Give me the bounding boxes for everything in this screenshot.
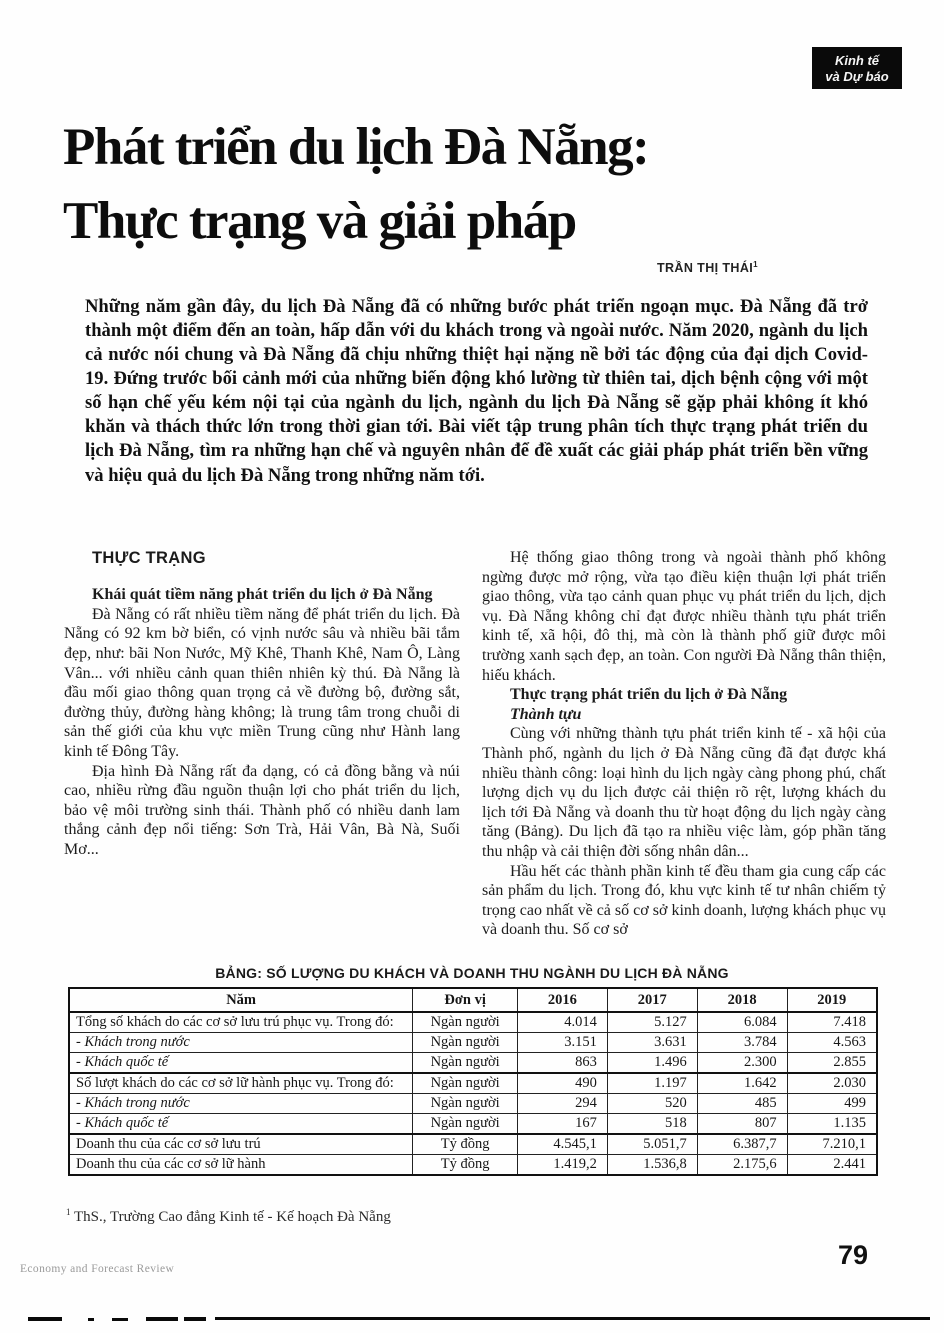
row-value-2017: 518 (607, 1114, 697, 1135)
scan-artifact-dash (112, 1318, 128, 1321)
subheading-thuc-trang-phat-trien: Thực trạng phát triển du lịch ở Đà Nẵng (510, 686, 788, 704)
row-label: Doanh thu của các cơ sở lưu trú (69, 1134, 413, 1155)
row-value-2018: 807 (697, 1114, 787, 1135)
row-unit: Ngàn người (413, 1033, 518, 1053)
row-value-2019: 2.855 (787, 1053, 877, 1074)
author-footnote (66, 1207, 391, 1226)
row-value-2018: 6.387,7 (697, 1134, 787, 1155)
table-row (69, 1012, 877, 1033)
row-value-2017: 1.536,8 (607, 1155, 697, 1176)
col-header-2016: 2016 (517, 988, 607, 1012)
table-row (69, 1033, 877, 1053)
row-value-2019: 2.030 (787, 1073, 877, 1094)
row-unit: Tỷ đồng (413, 1134, 518, 1155)
row-value-2019: 4.563 (787, 1033, 877, 1053)
col-header-nam: Năm (69, 988, 413, 1012)
row-value-2018: 6.084 (697, 1012, 787, 1033)
row-unit: Ngàn người (413, 1094, 518, 1114)
col-header-2019: 2019 (787, 988, 877, 1012)
row-value-2019: 7.210,1 (787, 1134, 877, 1155)
row-value-2017: 520 (607, 1094, 697, 1114)
article-title (63, 110, 893, 258)
scan-artifact-dash (28, 1317, 62, 1321)
row-value-2018: 485 (697, 1094, 787, 1114)
row-unit: Ngàn người (413, 1053, 518, 1074)
right-paragraph-1: Hệ thống giao thông trong và ngoài thành phố không ngừng được mở rộng, vừa tạo điều kiện thuận lợi phát triển giao thông, vừa tạo cảnh quan phục vụ phát triển du lịch, dịch vụ. Đà Nẵng không chỉ đạt được nhiều thành tựu phát triển kinh tế, xã hội, đô thị, mà còn là thành phố giữ được môi trường xanh sạch đẹp, an toàn. Con người Đà Nẵng thân thiện, hiếu khách. (482, 549, 886, 684)
statistics-table (68, 987, 878, 1176)
row-value-2016: 1.419,2 (517, 1155, 607, 1176)
author-name: TRẦN THỊ THÁI (656, 261, 754, 276)
row-value-2016: 490 (517, 1073, 607, 1094)
subheading-khai-quat: Khái quát tiềm năng phát triển du lịch ở Đà Nẵng (92, 586, 433, 604)
col-header-2017: 2017 (607, 988, 697, 1012)
scan-artifact-dash (88, 1318, 94, 1321)
row-label: - Khách trong nước (69, 1033, 413, 1053)
row-value-2018: 1.642 (697, 1073, 787, 1094)
page-number: 79 (838, 1240, 869, 1270)
row-label: Doanh thu của các cơ sở lữ hành (69, 1155, 413, 1176)
right-paragraph-2: Cùng với những thành tựu phát triển kinh tế - xã hội của Thành phố, ngành du lịch ở Đà Nẵng cũng đã đạt được khá nhiều thành công: loại hình du lịch ngày càng phong phú, chất lượng dịch vụ du lịch được cải thiện rõ rệt, lượng khách du lịch tới Đà Nẵng và doanh thu từ hoạt động du lịch ngày càng tăng (Bảng). Du lịch đã tạo ra nhiều việc làm, góp phần tăng thu nhập và cải thiện đời sống nhân dân... (482, 725, 886, 860)
left-paragraph-1: Đà Nẵng có rất nhiều tiềm năng để phát triển du lịch. Đà Nẵng có 92 km bờ biển, có vịnh nước sâu và nhiều bãi tắm đẹp, như: bãi Non Nước, Mỹ Khê, Thanh Khê, Nam Ô, Làng Vân... với nhiều cảnh quan thiên nhiên kỳ thú. Đà Nẵng là đầu mối giao thông quan trọng cả về đường bộ, đường sắt, đường thủy, đường hàng không; là trung tâm trong chuỗi di sản thế giới của khu vực miền Trung cũng như Hành lang kinh tế Đông Tây. (64, 605, 460, 760)
table-row (69, 1134, 877, 1155)
section-heading-thuc-trang: THỰC TRẠNG (92, 549, 206, 567)
row-label: - Khách quốc tế (69, 1114, 413, 1135)
row-unit: Ngàn người (413, 1073, 518, 1094)
row-value-2018: 2.300 (697, 1053, 787, 1074)
row-value-2017: 1.197 (607, 1073, 697, 1094)
row-label: - Khách quốc tế (69, 1053, 413, 1074)
row-value-2016: 294 (517, 1094, 607, 1114)
row-unit: Tỷ đồng (413, 1155, 518, 1176)
row-value-2016: 863 (517, 1053, 607, 1074)
table-row (69, 1073, 877, 1094)
row-unit: Ngàn người (413, 1114, 518, 1135)
col-header-2018: 2018 (697, 988, 787, 1012)
scan-artifact-dash (184, 1317, 206, 1321)
right-column (482, 548, 886, 940)
scan-artifact-dash (146, 1317, 178, 1321)
row-value-2016: 4.014 (517, 1012, 607, 1033)
row-value-2019: 2.441 (787, 1155, 877, 1176)
footnote-marker: 1 (66, 1207, 71, 1217)
right-paragraph-3: Hầu hết các thành phần kinh tế đều tham gia cung cấp các sản phẩm du lịch. Trong đó, khu vực kinh tế tư nhân chiếm tỷ trọng cao nhất về cả số cơ sở kinh doanh, lượng khách phục vụ và doanh thu. Số cơ sở (482, 862, 886, 939)
author-byline (657, 260, 758, 275)
row-label: Tổng số khách do các cơ sở lưu trú phục vụ. Trong đó: (69, 1012, 413, 1033)
author-footnote-marker: 1 (753, 260, 758, 269)
row-value-2017: 1.496 (607, 1053, 697, 1074)
row-value-2016: 3.151 (517, 1033, 607, 1053)
row-label: - Khách trong nước (69, 1094, 413, 1114)
article-title-line2: Thực trạng và giải pháp (63, 192, 576, 251)
col-header-don-vi: Đơn vị (413, 988, 518, 1012)
table-row (69, 1094, 877, 1114)
row-value-2017: 5.051,7 (607, 1134, 697, 1155)
row-value-2017: 5.127 (607, 1012, 697, 1033)
footer-journal-name: Economy and Forecast Review (20, 1263, 175, 1275)
row-unit: Ngàn người (413, 1012, 518, 1033)
row-label: Số lượt khách do các cơ sở lữ hành phục vụ. Trong đó: (69, 1073, 413, 1094)
left-paragraph-2: Địa hình Đà Nẵng rất đa dạng, có cả đồng bằng và núi cao, nhiều rừng đầu nguồn thuận lợi cho phát triển du lịch, bảo vệ môi trường sinh thái. Thành phố có nhiều danh lam thắng cảnh đẹp nổi tiếng: Sơn Trà, Hải Vân, Bà Nà, Suối Mơ... (64, 762, 460, 858)
journal-badge-line1: Kinh tế (834, 53, 880, 68)
row-value-2019: 1.135 (787, 1114, 877, 1135)
table-header-row (69, 988, 877, 1012)
row-value-2019: 499 (787, 1094, 877, 1114)
table-title: BẢNG: SỐ LƯỢNG DU KHÁCH VÀ DOANH THU NGÀNH DU LỊCH ĐÀ NẴNG (215, 965, 729, 981)
row-value-2018: 2.175,6 (697, 1155, 787, 1176)
row-value-2017: 3.631 (607, 1033, 697, 1053)
subheading-thanh-tuu: Thành tựu (510, 705, 582, 723)
table-row (69, 1155, 877, 1176)
scan-artifact-line (215, 1317, 930, 1320)
row-value-2016: 167 (517, 1114, 607, 1135)
abstract: Những năm gần đây, du lịch Đà Nẵng đã có những bước phát triển ngoạn mục. Đà Nẵng đã trở thành một điểm đến an toàn, hấp dẫn với du khách trong và ngoài nước. Năm 2020, ngành du lịch cả nước nói chung và Đà Nẵng đã chịu những thiệt hại nặng nề bởi tác động của đại dịch Covid-19. Đứng trước bối cảnh mới của những biến động khó lường từ thiên tai, dịch bệnh cộng với một số hạn chế yếu kém nội tại của ngành du lịch, ngành du lịch Đà Nẵng sẽ gặp phải không ít khó khăn và thách thức lớn trong thời gian tới. Bài viết tập trung phân tích thực trạng phát triển du lịch Đà Nẵng, tìm ra những hạn chế và nguyên nhân để đề xuất các giải pháp phát triển bền vững và hiệu quả du lịch Đà Nẵng trong những năm tới. (85, 296, 868, 486)
journal-badge-line2: và Dự báo (825, 69, 889, 85)
journal-badge (812, 47, 902, 89)
footnote-text: ThS., Trường Cao đẳng Kinh tế - Kế hoạch Đà Nẵng (70, 1209, 391, 1225)
row-value-2019: 7.418 (787, 1012, 877, 1033)
row-value-2018: 3.784 (697, 1033, 787, 1053)
table-row (69, 1053, 877, 1074)
article-title-line1: Phát triển du lịch Đà Nẵng: (63, 118, 649, 176)
table-row (69, 1114, 877, 1135)
left-column (64, 548, 460, 860)
row-value-2016: 4.545,1 (517, 1134, 607, 1155)
